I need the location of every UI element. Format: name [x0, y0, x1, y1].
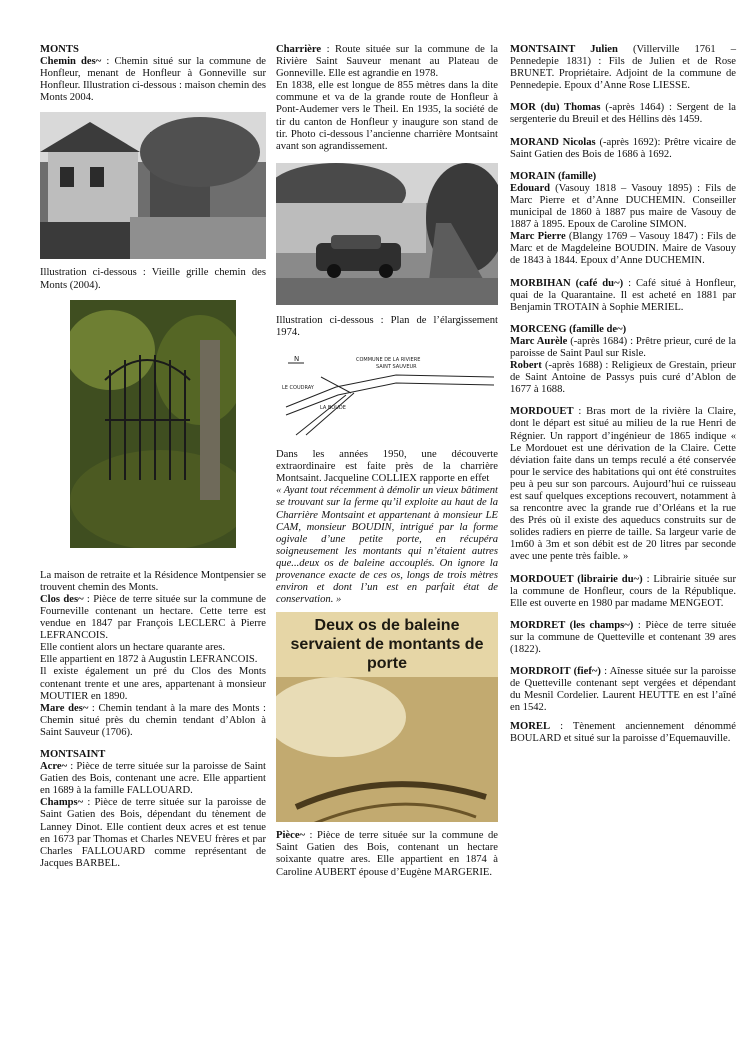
section-title-morceng: MORCENG (famille de~) — [510, 323, 627, 335]
entry-morand-nicolas: MORAND Nicolas (-après 1692): Prêtre vicaire de Saint Gatien des Bois de 1686 à 1692. — [510, 136, 736, 160]
entry-charriere-2: En 1838, elle est longue de 855 mètres dans la dite commune et va de la grande route de Honfleur à Pont-Audemer vers le Theil. En 1935, la société de tir du canton de Honfleur y inaugure son stand de tir. Photo ci-dessous l’ancienne charrière Montsaint avant son agrandissement. — [276, 80, 498, 152]
photo-charriere-montsaint — [276, 163, 498, 305]
caption-vieille-grille: Illustration ci-dessous : Vieille grille chemin des Monts (2004). — [40, 267, 266, 291]
entry-mordouet: MORDOUET : Bras mort de la rivière la Claire, dont le départ est situé au milieu de la rue Henri de Régnier. Un rapport d’ingénieur de 1865 indique « Le Mordouet est une dérivation de la Claire. Cette déviation faite dans un temps reculé a été conservée pour le service des habitations qui ont été construites peu à peu sur son parcours. Aujourd’hui ce ruisseau est sauf quelques exceptions recouvert, notamment à sa rencontre avec la grande rue d’Orléans et la rue des Prés où il existe des aqueducs construits sur de solides radiers en pierre de taille. Sa largeur varie de 1m60 à 3m et son débit est de 20 litres par seconde avec une pente très faible. » — [510, 406, 736, 563]
entry-acre: Acre~ : Pièce de terre située sur la paroisse de Saint Gatien des Bois, contenant une acre. Elle appartient en 1689 à la famille FALLOUARD. — [40, 761, 266, 797]
section-title-montsaint: MONTSAINT — [40, 748, 106, 760]
caption-plan: Illustration ci-dessous : Plan de l’élargissement 1974. — [276, 314, 498, 338]
plan-label-boude: LA BOUDE — [320, 405, 346, 412]
plan-elargissement — [276, 347, 498, 439]
text-citation-colliex: « Ayant tout récemment à démolir un vieux bâtiment se trouvant sur la ferme qu’il exploite au haut de la Charrière Montsaint et appartenant à monsieur LE CAM, monsieur BOUDIN, intrigué par la forme ogivale d’une petite porte, en récupéra soigneusement les montants qui n’étaient autres que...deux os de baleine accouplés. On ignore la provenance exacte de ces os, longs de trois mètres environ et dont l’un est en parfait état de conservation. » — [276, 485, 498, 606]
column-3 — [510, 44, 736, 745]
column-2 — [276, 44, 498, 879]
entry-clos-des-2: Elle contient alors un hectare quarante ares. — [40, 642, 226, 654]
entry-piece: Pièce~ : Pièce de terre située sur la commune de Saint Gatien des Bois, contenant un hectare soixante quatre ares. Elle appartient en 1874 à Caroline AUBERT épouse d’Eugène MARGERIE. — [276, 830, 498, 878]
entry-morain-marc-pierre: Marc Pierre (Blangy 1769 – Vasouy 1847) : Fils de Marc et de Magdeleine BOUDIN. Maire de Vasouy de 1843 à 1844. Epoux d’Anne DUCHEMIN. — [510, 231, 736, 267]
entry-mordroit: MORDROIT (fief~) : Aînesse située sur la paroisse de Quetteville contenant sept vergées et dépendant du Mesnil Cordelier. Laurent HEUTTE en est l’aîné en 1542. — [510, 666, 736, 714]
text-maison-retraite: La maison de retraite et la Résidence Montpensier se trouvent chemin des Monts. — [40, 569, 266, 593]
entry-mordret: MORDRET (les champs~) : Pièce de terre située sur la commune de Quetteville et contenant 39 ares (1822). — [510, 619, 736, 656]
section-title-morain: MORAIN (famille) — [510, 170, 597, 182]
plan-label-saint-sauveur: SAINT SAUVEUR — [376, 364, 417, 371]
plan-label-coudray: LE COUDRAY — [282, 385, 314, 392]
entry-chemin-des: Chemin des~ : Chemin situé sur la commune de Honfleur, menant de Honfleur à Gonneville sur Honfleur. Illustration ci-dessous : maison chemin des Monts 2004. — [40, 56, 266, 104]
entry-clos-des-3: Elle appartient en 1872 à Augustin LEFRANCOIS. — [40, 654, 258, 666]
entry-morel: MOREL : Tènement anciennement dénommé BOULARD et situé sur la paroisse d’Equemauville. — [510, 720, 736, 744]
entry-champs: Champs~ : Pièce de terre située sur la paroisse de Saint Gatien des Bois, dépendant du tènement de Lanney Dinot. Elle contient deux acres et est tenue en 1673 par Thomas et Charles NEVEU frères et par Charles FALLOUARD comme représentant de Jacques BARBEL. — [40, 797, 266, 869]
entry-mordouet-librairie: MORDOUET (librairie du~) : Librairie située sur la commune de Honfleur, cours de la République. Elle est ouverte en 1980 par madame MENGEOT. — [510, 573, 736, 609]
entry-montsaint-julien: MONTSAINT Julien (Villerville 1761 – Pennedepie 1831) : Fils de Julien et de Rose BRUNET. Propriétaire. Adjoint de la commune de Pennedepie. Epoux d’Anne Rose LIESSE. — [510, 44, 736, 92]
entry-morain-edouard: Edouard (Vasouy 1818 – Vasouy 1895) : Fils de Marc Pierre et d’Anne DUCHEMIN. Conseiller municipal de 1860 à 1887 pus maire de Vasouy de 1887 à 1895. Epoux de Caroline SIMON. — [510, 182, 736, 231]
photo-coupure-presse — [276, 612, 498, 822]
photo-vieille-grille — [70, 300, 236, 548]
entry-morceng-marc-aurele: Marc Aurèle (-après 1684) : Prêtre prieur, curé de la paroisse de Saint Paul sur Risle. — [510, 335, 736, 359]
entry-mor-thomas: MOR (du) Thomas (-après 1464) : Sergent de la sergenterie du Breuil et des Héllins dès 1459. — [510, 102, 736, 126]
entry-clos-des: Clos des~ : Pièce de terre située sur la commune de Fourneville contenant un hectare. Cette terre est vendue en 1847 par François LECLERC à Pierre LEFRANCOIS. — [40, 593, 266, 642]
section-title-monts: MONTS — [40, 44, 79, 55]
entry-mare-des: Mare des~ : Chemin tendant à la mare des Monts : Chemin situé près du chemin tendant d’Ablon à Saint Sauveur (1706). — [40, 702, 266, 738]
entry-clos-des-4: Il existe également un pré du Clos des Monts contenant trente et une ares, appartenant à monsieur MOUTIER en 1890. — [40, 666, 266, 702]
svg-text:N: N — [294, 355, 300, 364]
entry-morceng-robert: Robert (-après 1688) : Religieux de Grestain, prieur de Saint Antoine de Passys puis curé d’Ablon de 1677 à 1688. — [510, 360, 736, 396]
entry-morbihan: MORBIHAN (café du~) : Café situé à Honfleur, quai de la Quarantaine. Il est acheté en 1881 par Benjamin TROTAIN à Sophie MERIEL. — [510, 277, 736, 313]
column-1 — [40, 44, 266, 870]
text-decouverte: Dans les années 1950, une découverte extraordinaire est faite près de la charrière Montsaint. Jacqueline COLLIEX rapporte en effet — [276, 449, 498, 485]
clip-headline: Deux os de baleine servaient de montants de porte — [276, 612, 498, 677]
photo-maison-chemin-des-monts — [40, 112, 266, 259]
plan-label-commune: COMMUNE DE LA RIVIERE — [356, 357, 421, 364]
entry-charriere: Charrière : Route située sur la commune de la Rivière Saint Sauveur menant au Plateau de Gonneville. Elle est agrandie en 1978. — [276, 44, 498, 80]
